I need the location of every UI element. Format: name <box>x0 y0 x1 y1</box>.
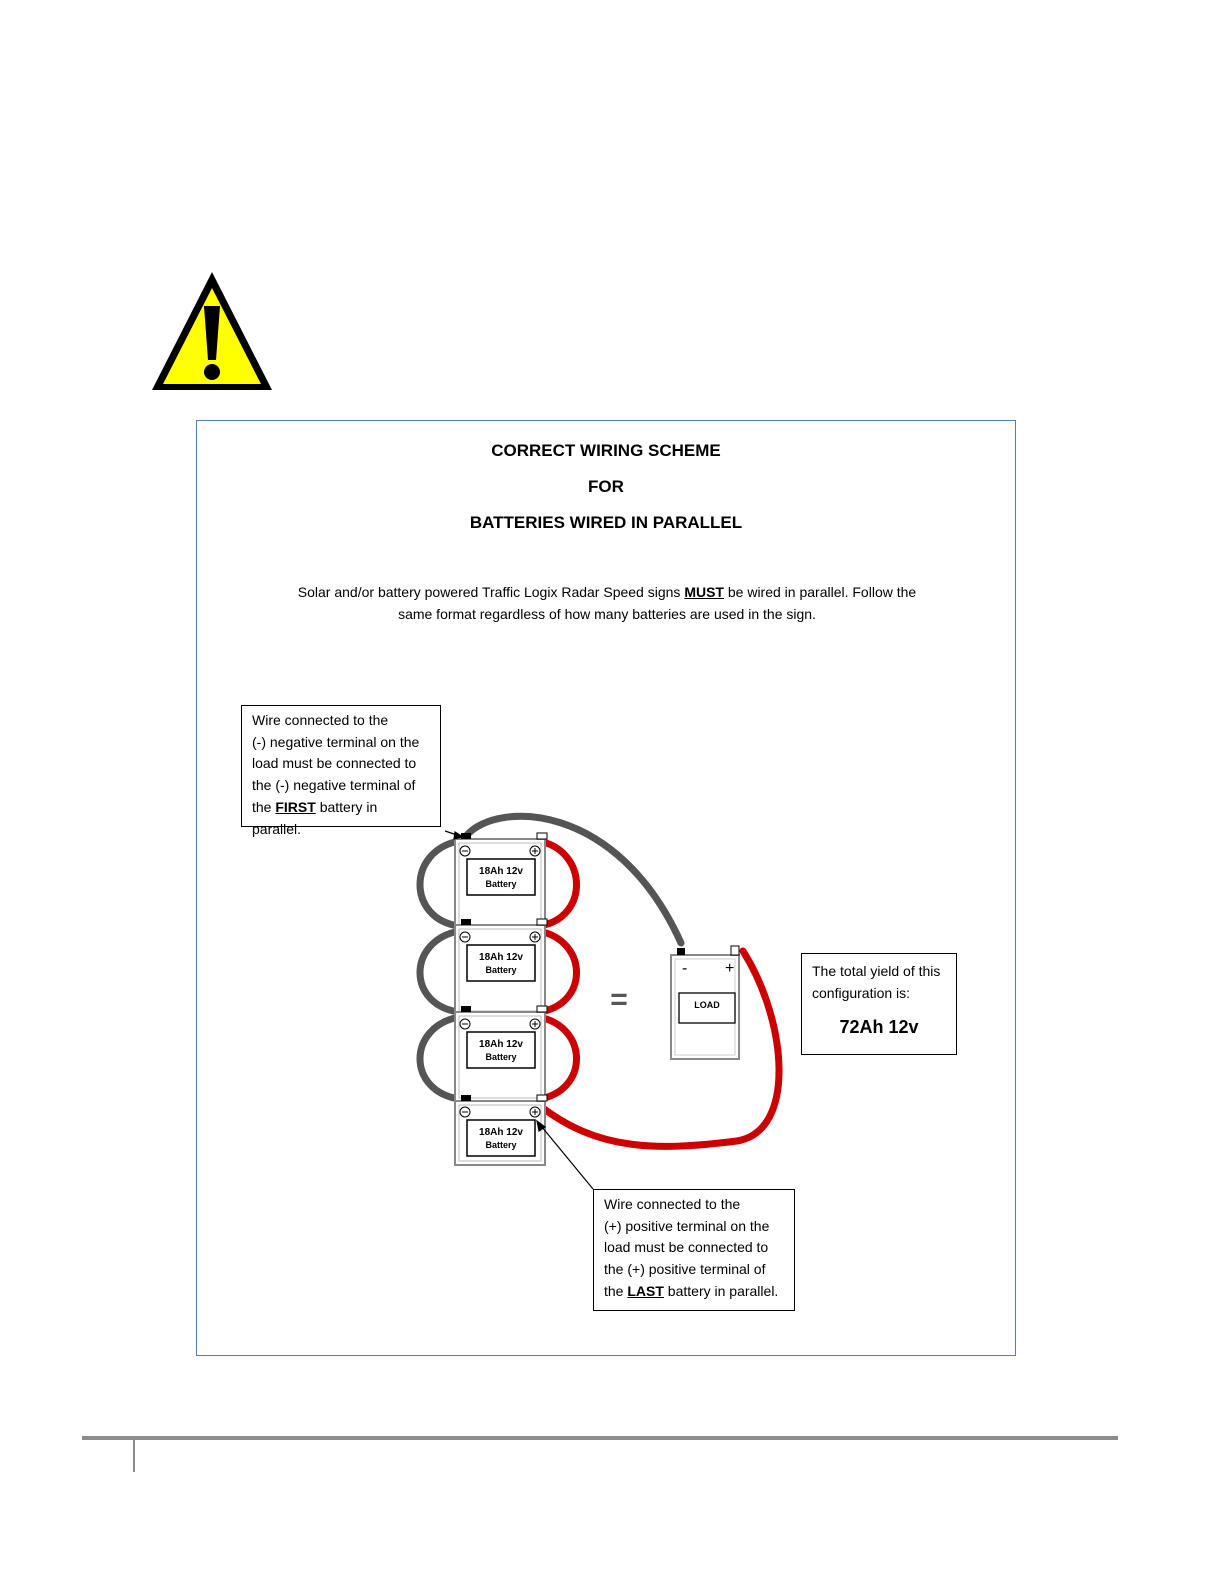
warning-triangle-icon <box>148 268 276 396</box>
equals-sign: = <box>610 983 628 1016</box>
negative-callout-line-4: the (-) negative terminal of <box>252 777 416 794</box>
battery-4-label-2: Battery <box>485 1140 517 1150</box>
battery-1-label-2: Battery <box>485 879 517 889</box>
positive-callout-line-5 <box>604 1281 784 1303</box>
diagram-title-line-2: FOR <box>588 477 624 496</box>
intro-line1-post: be wired in parallel. Follow the <box>723 584 917 600</box>
footer-rule <box>82 1436 1118 1440</box>
negative-callout-line-5-pre: the <box>252 798 276 815</box>
positive-callout-line-5-post: battery in parallel. <box>663 1282 779 1299</box>
intro-line2: same format regardless of how many batteries are used in the sign. <box>398 606 816 622</box>
positive-callout-line-3: load must be connected to <box>604 1239 769 1256</box>
load-plus-label: + <box>725 960 735 977</box>
positive-callout-line-5-pre: the <box>604 1282 628 1299</box>
diagram-frame <box>196 420 1016 1356</box>
negative-callout-line-5 <box>252 797 430 840</box>
negative-callout-emphasis: FIRST <box>275 798 316 815</box>
positive-callout-line-1: Wire connected to the <box>604 1196 741 1212</box>
yield-line-2: configuration is: <box>812 985 911 1001</box>
footer-tick <box>133 1440 135 1472</box>
battery-3-label-2: Battery <box>485 1052 517 1062</box>
battery-2-label-1: 18Ah 12v <box>479 952 523 963</box>
positive-callout-line-4: the (+) positive terminal of <box>604 1261 766 1278</box>
battery-1-label-1: 18Ah 12v <box>479 866 523 877</box>
battery-3-label-1: 18Ah 12v <box>479 1039 523 1050</box>
load-label: LOAD <box>694 1000 720 1010</box>
negative-callout-line-3: load must be connected to <box>252 755 417 772</box>
intro-emphasis: MUST <box>684 584 724 600</box>
positive-wires <box>539 841 779 1146</box>
positive-terminal-callout <box>593 1189 795 1311</box>
negative-callout-line-1: Wire connected to the <box>252 712 389 728</box>
intro-line1-pre: Solar and/or battery powered Traffic Logix Radar Speed signs <box>297 584 685 600</box>
negative-terminal-callout <box>241 705 441 837</box>
load-minus-label: - <box>682 960 688 977</box>
battery-4-label-1: 18Ah 12v <box>479 1127 523 1138</box>
positive-callout-emphasis: LAST <box>627 1282 664 1299</box>
total-yield-box <box>801 953 957 1055</box>
negative-callout-line-2: (-) negative terminal on the <box>252 733 420 750</box>
battery-2-label-2: Battery <box>485 965 517 975</box>
positive-callout-line-2: (+) positive terminal on the <box>604 1217 770 1234</box>
yield-value: 72Ah 12v <box>839 1017 919 1037</box>
negative-callout-line-5-post: battery in parallel. <box>252 798 378 837</box>
diagram-title-line-3: BATTERIES WIRED IN PARALLEL <box>469 513 743 532</box>
yield-line-1: The total yield of this <box>812 963 941 979</box>
diagram-title-line-1: CORRECT WIRING SCHEME <box>491 441 721 460</box>
